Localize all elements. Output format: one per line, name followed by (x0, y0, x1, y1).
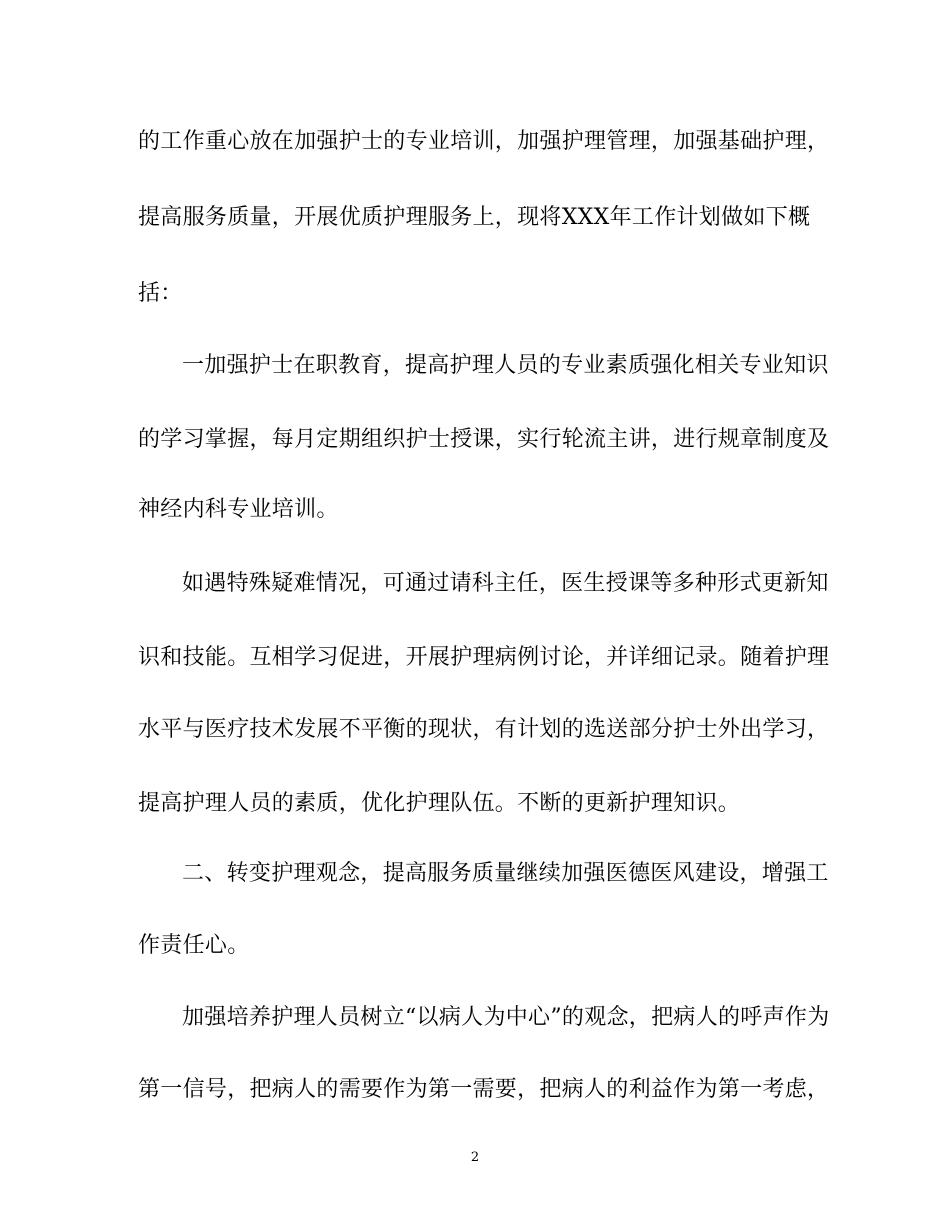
paragraph-line: 识和技能。互相学习促进，开展护理病例讨论，并详细记录。随着护理 (138, 645, 830, 670)
page-number: 2 (470, 1150, 480, 1165)
paragraph-line: 神经内科专业培训。 (138, 497, 339, 522)
paragraph-line: 作责任心。 (138, 933, 250, 958)
paragraph-line: 二、转变护理观念，提高服务质量继续加强医德医风建设，增强工 (182, 861, 829, 886)
paragraph-line: 的工作重心放在加强护士的专业培训，加强护理管理，加强基础护理， (138, 129, 830, 154)
paragraph-line: 第一信号，把病人的需要作为第一需要，把病人的利益作为第一考虑， (138, 1077, 830, 1102)
paragraph-line: 如遇特殊疑难情况，可通过请科主任，医生授课等多种形式更新知 (182, 571, 829, 596)
paragraph-line: 的学习掌握，每月定期组织护士授课，实行轮流主讲，进行规章制度及 (138, 427, 830, 452)
paragraph-line: 括： (138, 281, 183, 306)
paragraph-line: 加强培养护理人员树立“以病人为中心”的观念，把病人的呼声作为 (182, 1005, 830, 1030)
paragraph-line: 提高护理人员的素质，优化护理队伍。不断的更新护理知识。 (138, 791, 741, 816)
paragraph-line: 提高服务质量，开展优质护理服务上，现将XXX年工作计划做如下概 (138, 205, 811, 230)
paragraph-line: 水平与医疗技术发展不平衡的现状，有计划的选送部分护士外出学习， (138, 717, 830, 742)
paragraph-line: 一加强护士在职教育，提高护理人员的专业素质强化相关专业知识 (182, 353, 829, 378)
